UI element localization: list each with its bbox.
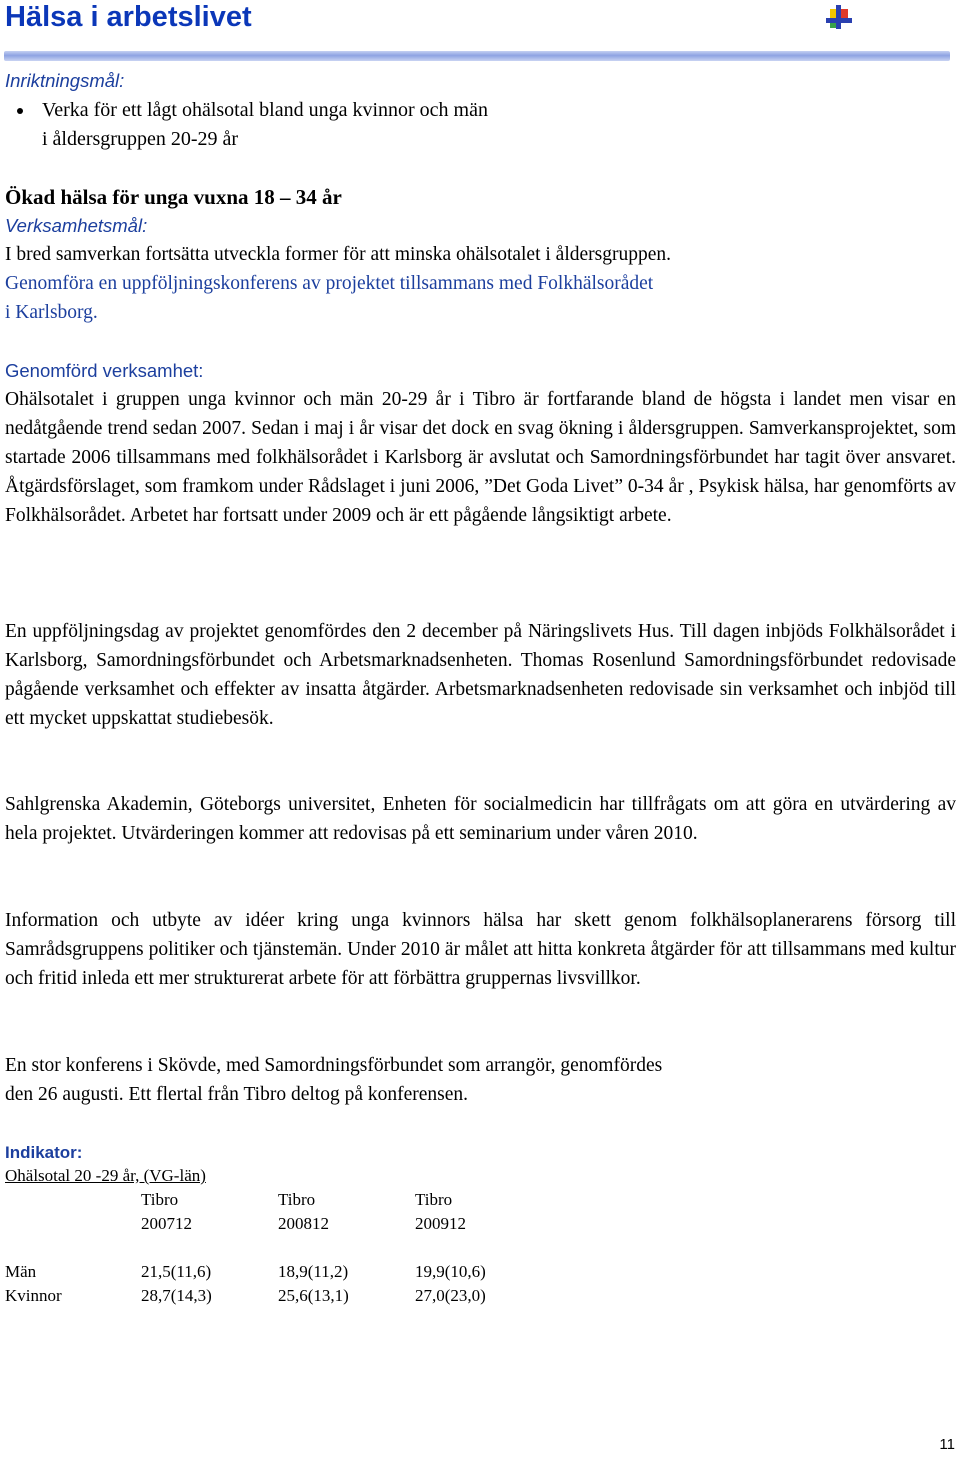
column-place: Tibro [415, 1190, 453, 1209]
verksamhet-heading: Verksamhetsmål: [5, 215, 148, 236]
bullet-icon [17, 108, 23, 114]
color-cross-logo-icon [826, 5, 852, 29]
row-label: Kvinnor [5, 1286, 62, 1305]
table-cell: 27,0(23,0) [415, 1286, 486, 1305]
column-place: Tibro [141, 1190, 179, 1209]
paragraph-4: Information och utbyte av idéer kring unga kvinnors hälsa har skett genom folkhälsoplanerarens försorg till Samrådsgruppens politiker och tjänstemän. Under 2010 är målet att hitta konkreta åtgärder för att tillsammans med kultur och fritid inleda ett mer strukturerat arbete för att förbättra gruppernas livsvillkor. [5, 910, 956, 989]
bullet-text-line1: Verka för ett lågt ohälsotal bland unga kvinnor och män [42, 99, 488, 121]
inriktning-heading: Inriktningsmål: [5, 70, 125, 91]
page-title: Hälsa i arbetslivet [5, 1, 252, 33]
paragraph-2: En uppföljningsdag av projektet genomfördes den 2 december på Näringslivets Hus. Till dagen inbjöds Folkhälsorådet i Karlsborg, Samordningsförbundet och Arbetsmarknadsenheten. Thomas Rosenlund Samordningsförbundet redovisade pågående verksamhet och effekter av insatta åtgärder. Arbetsmarknadsenheten redovisade sin verksamhet och inbjöd till ett mycket uppskattat studiebesök. [5, 621, 956, 729]
paragraph-5-line-1: En stor konferens i Skövde, med Samordningsförbundet som arrangör, genomfördes [5, 1055, 663, 1076]
verksamhet-text-3: i Karlsborg. [5, 302, 98, 323]
header-rule [4, 51, 950, 61]
section-title: Ökad hälsa för unga vuxna 18 – 34 år [5, 185, 342, 209]
row-label: Män [5, 1262, 37, 1281]
column-period: 200912 [415, 1214, 466, 1233]
verksamhet-text-2: Genomföra en uppföljningskonferens av projektet tillsammans med Folkhälsorådet [5, 273, 654, 294]
verksamhet-text-1: I bred samverkan fortsätta utveckla former för att minska ohälsotalet i åldersgruppen. [5, 244, 672, 265]
table-cell: 28,7(14,3) [141, 1286, 212, 1305]
page-number: 11 [939, 1436, 955, 1453]
table-cell: 21,5(11,6) [141, 1262, 212, 1281]
column-period: 200712 [141, 1214, 192, 1233]
column-place: Tibro [278, 1190, 316, 1209]
indicator-subheading: Ohälsotal 20 -29 år, (VG-län) [5, 1166, 206, 1185]
indikator-heading: Indikator: [5, 1143, 83, 1162]
table-cell: 18,9(11,2) [278, 1262, 349, 1281]
paragraph-1: Ohälsotalet i gruppen unga kvinnor och män 20-29 år i Tibro är fortfarande bland de högsta i landet men visar en nedåtgående trend sedan 2007. Sedan i maj i år visar det dock en svag ökning i åldersgruppen. Samverkansprojektet, som startade 2006 tillsammans med folkhälsorådet i Karlsborg är avslutat och Samordningsförbundet har tagit över ansvaret. Åtgärdsförslaget, som framkom under Rådslaget i juni 2006, ”Det Goda Livet” 0-34 år , Psykisk hälsa, har genomförts av Folkhälsorådet. Arbetet har fortsatt under 2009 och är ett pågående långsiktigt arbete. [5, 389, 956, 526]
table-cell: 19,9(10,6) [415, 1262, 486, 1281]
column-period: 200812 [278, 1214, 329, 1233]
genomford-heading: Genomförd verksamhet: [5, 360, 204, 381]
paragraph-5-line-2: den 26 augusti. Ett flertal från Tibro deltog på konferensen. [5, 1084, 469, 1105]
paragraph-3: Sahlgrenska Akademin, Göteborgs universitet, Enheten för socialmedicin har tillfrågats om att göra en utvärdering av hela projektet. Utvärderingen kommer att redovisas på ett seminarium under våren 2010. [5, 794, 956, 844]
bullet-text-line2: i åldersgruppen 20-29 år [42, 128, 239, 150]
table-cell: 25,6(13,1) [278, 1286, 349, 1305]
